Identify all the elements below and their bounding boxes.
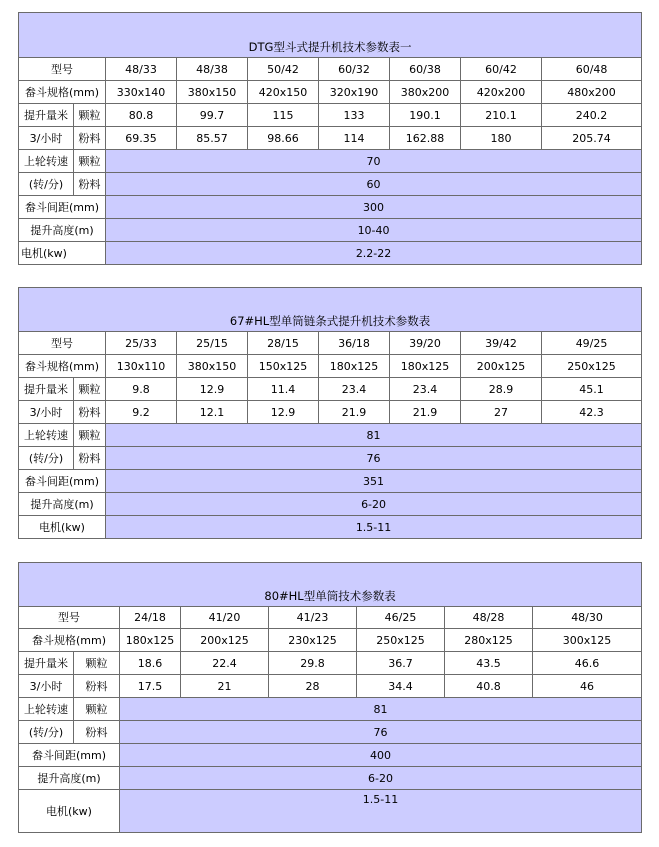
granule-capacity-cell: 22.4 bbox=[181, 652, 269, 675]
granule-capacity-cell: 240.2 bbox=[542, 104, 642, 127]
model-cell: 48/33 bbox=[106, 58, 177, 81]
powder-capacity-cell: 27 bbox=[461, 401, 542, 424]
speed-unit-label: (转/分) bbox=[19, 721, 74, 744]
model-label: 型号 bbox=[19, 332, 106, 355]
spacing-label: 畚斗间距(mm) bbox=[19, 470, 106, 493]
model-cell: 25/33 bbox=[106, 332, 177, 355]
height-label: 提升高度(m) bbox=[19, 493, 106, 516]
granule-capacity-cell: 99.7 bbox=[177, 104, 248, 127]
bucket-spec-cell: 180x125 bbox=[319, 355, 390, 378]
bucket-spec-cell: 200x125 bbox=[181, 629, 269, 652]
powder-capacity-cell: 162.88 bbox=[390, 127, 461, 150]
bucket-spec-cell: 200x125 bbox=[461, 355, 542, 378]
speed-powder-value: 60 bbox=[106, 173, 642, 196]
bucket-spec-cell: 380x200 bbox=[390, 81, 461, 104]
speed-label: 上轮转速 bbox=[19, 698, 74, 721]
capacity-unit-label: 3/小时 bbox=[19, 127, 74, 150]
granule-capacity-cell: 23.4 bbox=[390, 378, 461, 401]
powder-label: 粉料 bbox=[74, 447, 106, 470]
granule-label: 颗粒 bbox=[74, 652, 120, 675]
powder-capacity-cell: 180 bbox=[461, 127, 542, 150]
spacing-label: 畚斗间距(mm) bbox=[19, 196, 106, 219]
model-cell: 60/42 bbox=[461, 58, 542, 81]
powder-label: 粉料 bbox=[74, 721, 120, 744]
model-cell: 60/38 bbox=[390, 58, 461, 81]
bucket-spec-cell: 130x110 bbox=[106, 355, 177, 378]
model-label: 型号 bbox=[19, 58, 106, 81]
powder-capacity-cell: 98.66 bbox=[248, 127, 319, 150]
powder-label: 粉料 bbox=[74, 127, 106, 150]
model-cell: 60/48 bbox=[542, 58, 642, 81]
granule-capacity-cell: 43.5 bbox=[445, 652, 533, 675]
granule-capacity-cell: 36.7 bbox=[357, 652, 445, 675]
powder-capacity-cell: 17.5 bbox=[120, 675, 181, 698]
model-cell: 48/28 bbox=[445, 607, 533, 629]
height-value: 6-20 bbox=[106, 493, 642, 516]
bucket-spec-cell: 250x125 bbox=[542, 355, 642, 378]
powder-capacity-cell: 114 bbox=[319, 127, 390, 150]
bucket-spec-cell: 420x150 bbox=[248, 81, 319, 104]
powder-capacity-cell: 40.8 bbox=[445, 675, 533, 698]
powder-capacity-cell: 85.57 bbox=[177, 127, 248, 150]
granule-label: 颗粒 bbox=[74, 150, 106, 173]
granule-capacity-cell: 46.6 bbox=[533, 652, 642, 675]
capacity-label: 提升量米 bbox=[19, 652, 74, 675]
spacing-value: 400 bbox=[120, 744, 642, 767]
granule-capacity-cell: 190.1 bbox=[390, 104, 461, 127]
bucket-spec-cell: 330x140 bbox=[106, 81, 177, 104]
bucket-spec-cell: 380x150 bbox=[177, 81, 248, 104]
granule-label: 颗粒 bbox=[74, 104, 106, 127]
powder-capacity-cell: 46 bbox=[533, 675, 642, 698]
powder-capacity-cell: 69.35 bbox=[106, 127, 177, 150]
height-label: 提升高度(m) bbox=[19, 219, 106, 242]
powder-capacity-cell: 42.3 bbox=[542, 401, 642, 424]
model-cell: 48/30 bbox=[533, 607, 642, 629]
model-cell: 39/42 bbox=[461, 332, 542, 355]
granule-capacity-cell: 210.1 bbox=[461, 104, 542, 127]
table-title: DTG型斗式提升机技术参数表一 bbox=[19, 13, 642, 58]
height-label: 提升高度(m) bbox=[19, 767, 120, 790]
height-value: 10-40 bbox=[106, 219, 642, 242]
motor-label: 电机(kw) bbox=[19, 242, 106, 265]
motor-value: 1.5-11 bbox=[106, 516, 642, 539]
model-cell: 46/25 bbox=[357, 607, 445, 629]
model-cell: 60/32 bbox=[319, 58, 390, 81]
powder-capacity-cell: 28 bbox=[269, 675, 357, 698]
model-cell: 50/42 bbox=[248, 58, 319, 81]
bucket-spec-cell: 150x125 bbox=[248, 355, 319, 378]
granule-capacity-cell: 9.8 bbox=[106, 378, 177, 401]
height-value: 6-20 bbox=[120, 767, 642, 790]
bucket-spec-label: 畚斗规格(mm) bbox=[19, 81, 106, 104]
bucket-spec-cell: 180x125 bbox=[120, 629, 181, 652]
powder-label: 粉料 bbox=[74, 675, 120, 698]
powder-capacity-cell: 21.9 bbox=[390, 401, 461, 424]
table-title: 67#HL型单筒链条式提升机技术参数表 bbox=[19, 288, 642, 332]
granule-capacity-cell: 12.9 bbox=[177, 378, 248, 401]
powder-capacity-cell: 12.1 bbox=[177, 401, 248, 424]
speed-powder-value: 76 bbox=[120, 721, 642, 744]
bucket-spec-cell: 300x125 bbox=[533, 629, 642, 652]
bucket-spec-cell: 230x125 bbox=[269, 629, 357, 652]
granule-capacity-cell: 11.4 bbox=[248, 378, 319, 401]
model-cell: 39/20 bbox=[390, 332, 461, 355]
speed-label: 上轮转速 bbox=[19, 150, 74, 173]
capacity-unit-label: 3/小时 bbox=[19, 675, 74, 698]
bucket-spec-cell: 380x150 bbox=[177, 355, 248, 378]
bucket-spec-cell: 250x125 bbox=[357, 629, 445, 652]
motor-value: 1.5-11 bbox=[120, 790, 642, 833]
granule-capacity-cell: 115 bbox=[248, 104, 319, 127]
motor-label: 电机(kw) bbox=[19, 516, 106, 539]
powder-label: 粉料 bbox=[74, 173, 106, 196]
speed-granule-value: 81 bbox=[120, 698, 642, 721]
granule-capacity-cell: 80.8 bbox=[106, 104, 177, 127]
speed-powder-value: 76 bbox=[106, 447, 642, 470]
granule-label: 颗粒 bbox=[74, 424, 106, 447]
speed-granule-value: 81 bbox=[106, 424, 642, 447]
powder-label: 粉料 bbox=[74, 401, 106, 424]
granule-label: 颗粒 bbox=[74, 698, 120, 721]
granule-capacity-cell: 18.6 bbox=[120, 652, 181, 675]
powder-capacity-cell: 34.4 bbox=[357, 675, 445, 698]
granule-capacity-cell: 133 bbox=[319, 104, 390, 127]
granule-capacity-cell: 29.8 bbox=[269, 652, 357, 675]
powder-capacity-cell: 205.74 bbox=[542, 127, 642, 150]
powder-capacity-cell: 21 bbox=[181, 675, 269, 698]
table-title: 80#HL型单筒技术参数表 bbox=[19, 563, 642, 607]
bucket-spec-label: 畚斗规格(mm) bbox=[19, 629, 120, 652]
model-label: 型号 bbox=[19, 607, 120, 629]
model-cell: 41/23 bbox=[269, 607, 357, 629]
speed-unit-label: (转/分) bbox=[19, 173, 74, 196]
model-cell: 36/18 bbox=[319, 332, 390, 355]
bucket-spec-cell: 420x200 bbox=[461, 81, 542, 104]
granule-capacity-cell: 28.9 bbox=[461, 378, 542, 401]
bucket-spec-cell: 320x190 bbox=[319, 81, 390, 104]
model-cell: 49/25 bbox=[542, 332, 642, 355]
spacing-value: 300 bbox=[106, 196, 642, 219]
granule-capacity-cell: 45.1 bbox=[542, 378, 642, 401]
motor-label: 电机(kw) bbox=[19, 790, 120, 833]
powder-capacity-cell: 9.2 bbox=[106, 401, 177, 424]
spacing-label: 畚斗间距(mm) bbox=[19, 744, 120, 767]
powder-capacity-cell: 21.9 bbox=[319, 401, 390, 424]
spec-table-80hl bbox=[18, 562, 642, 833]
speed-label: 上轮转速 bbox=[19, 424, 74, 447]
spacing-value: 351 bbox=[106, 470, 642, 493]
speed-unit-label: (转/分) bbox=[19, 447, 74, 470]
spec-table-dtg bbox=[18, 12, 642, 265]
bucket-spec-cell: 280x125 bbox=[445, 629, 533, 652]
model-cell: 25/15 bbox=[177, 332, 248, 355]
speed-granule-value: 70 bbox=[106, 150, 642, 173]
motor-value: 2.2-22 bbox=[106, 242, 642, 265]
granule-capacity-cell: 23.4 bbox=[319, 378, 390, 401]
spec-table-67hl bbox=[18, 287, 642, 539]
model-cell: 41/20 bbox=[181, 607, 269, 629]
capacity-label: 提升量米 bbox=[19, 378, 74, 401]
model-cell: 28/15 bbox=[248, 332, 319, 355]
model-cell: 24/18 bbox=[120, 607, 181, 629]
powder-capacity-cell: 12.9 bbox=[248, 401, 319, 424]
bucket-spec-cell: 480x200 bbox=[542, 81, 642, 104]
capacity-label: 提升量米 bbox=[19, 104, 74, 127]
capacity-unit-label: 3/小时 bbox=[19, 401, 74, 424]
bucket-spec-label: 畚斗规格(mm) bbox=[19, 355, 106, 378]
granule-label: 颗粒 bbox=[74, 378, 106, 401]
model-cell: 48/38 bbox=[177, 58, 248, 81]
bucket-spec-cell: 180x125 bbox=[390, 355, 461, 378]
